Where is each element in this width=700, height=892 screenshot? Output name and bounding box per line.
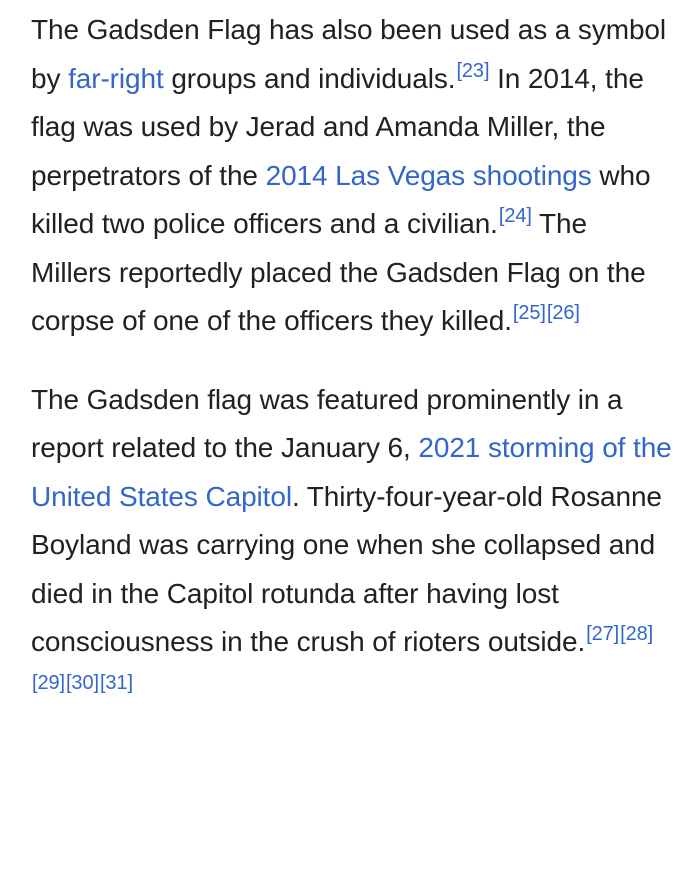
citation-link[interactable]: [26] [546, 302, 580, 324]
citation-link[interactable]: [30] [65, 671, 99, 694]
citation-link[interactable]: [28] [620, 623, 654, 645]
citation-link[interactable]: [29] [32, 671, 65, 694]
citation-24[interactable] [499, 205, 532, 227]
citation-link[interactable]: [31] [99, 671, 133, 694]
text-segment: The Gadsden flag was featured prominently in a report related to the January 6, [31, 383, 623, 463]
citation-23[interactable] [456, 60, 489, 82]
link-far-right[interactable]: far-right [68, 62, 164, 94]
text-segment: . Thirty-four-year-old Rosanne Boyland was carrying one when she collapsed and died in the Capitol rotunda after having lost consciousness in the crush of rioters outside. [31, 480, 662, 657]
text-segment: The Millers reportedly placed the Gadsden Flag on the corpse of one of the officers they killed. [31, 208, 646, 336]
link-2021-capitol-storming[interactable]: 2021 storming of the United States Capitol [31, 432, 672, 512]
citation-28[interactable] [620, 623, 653, 645]
citation-30[interactable] [66, 672, 99, 694]
link-2014-las-vegas-shootings[interactable]: 2014 Las Vegas shootings [265, 159, 592, 191]
text-segment: groups and individuals. [163, 62, 456, 94]
citation-26[interactable] [547, 302, 580, 324]
citation-29[interactable] [32, 672, 65, 694]
text-segment: The Gadsden Flag has also been used as a symbol by [31, 14, 667, 94]
citation-link[interactable]: [27] [586, 623, 620, 645]
citation-27[interactable] [586, 623, 619, 645]
paragraph-capitol-storming [31, 376, 672, 716]
citation-link[interactable]: [23] [456, 59, 490, 82]
citation-25[interactable] [513, 302, 546, 324]
citation-link[interactable]: [25] [512, 302, 546, 324]
text-segment: In 2014, the flag was used by Jerad and Amanda Miller, the perpetrators of the [31, 62, 644, 191]
text-segment: who killed two police officers and a civilian. [31, 159, 651, 239]
citation-link[interactable]: [24] [498, 205, 532, 227]
paragraph-far-right-usage [31, 6, 672, 346]
citation-31[interactable] [100, 672, 133, 694]
